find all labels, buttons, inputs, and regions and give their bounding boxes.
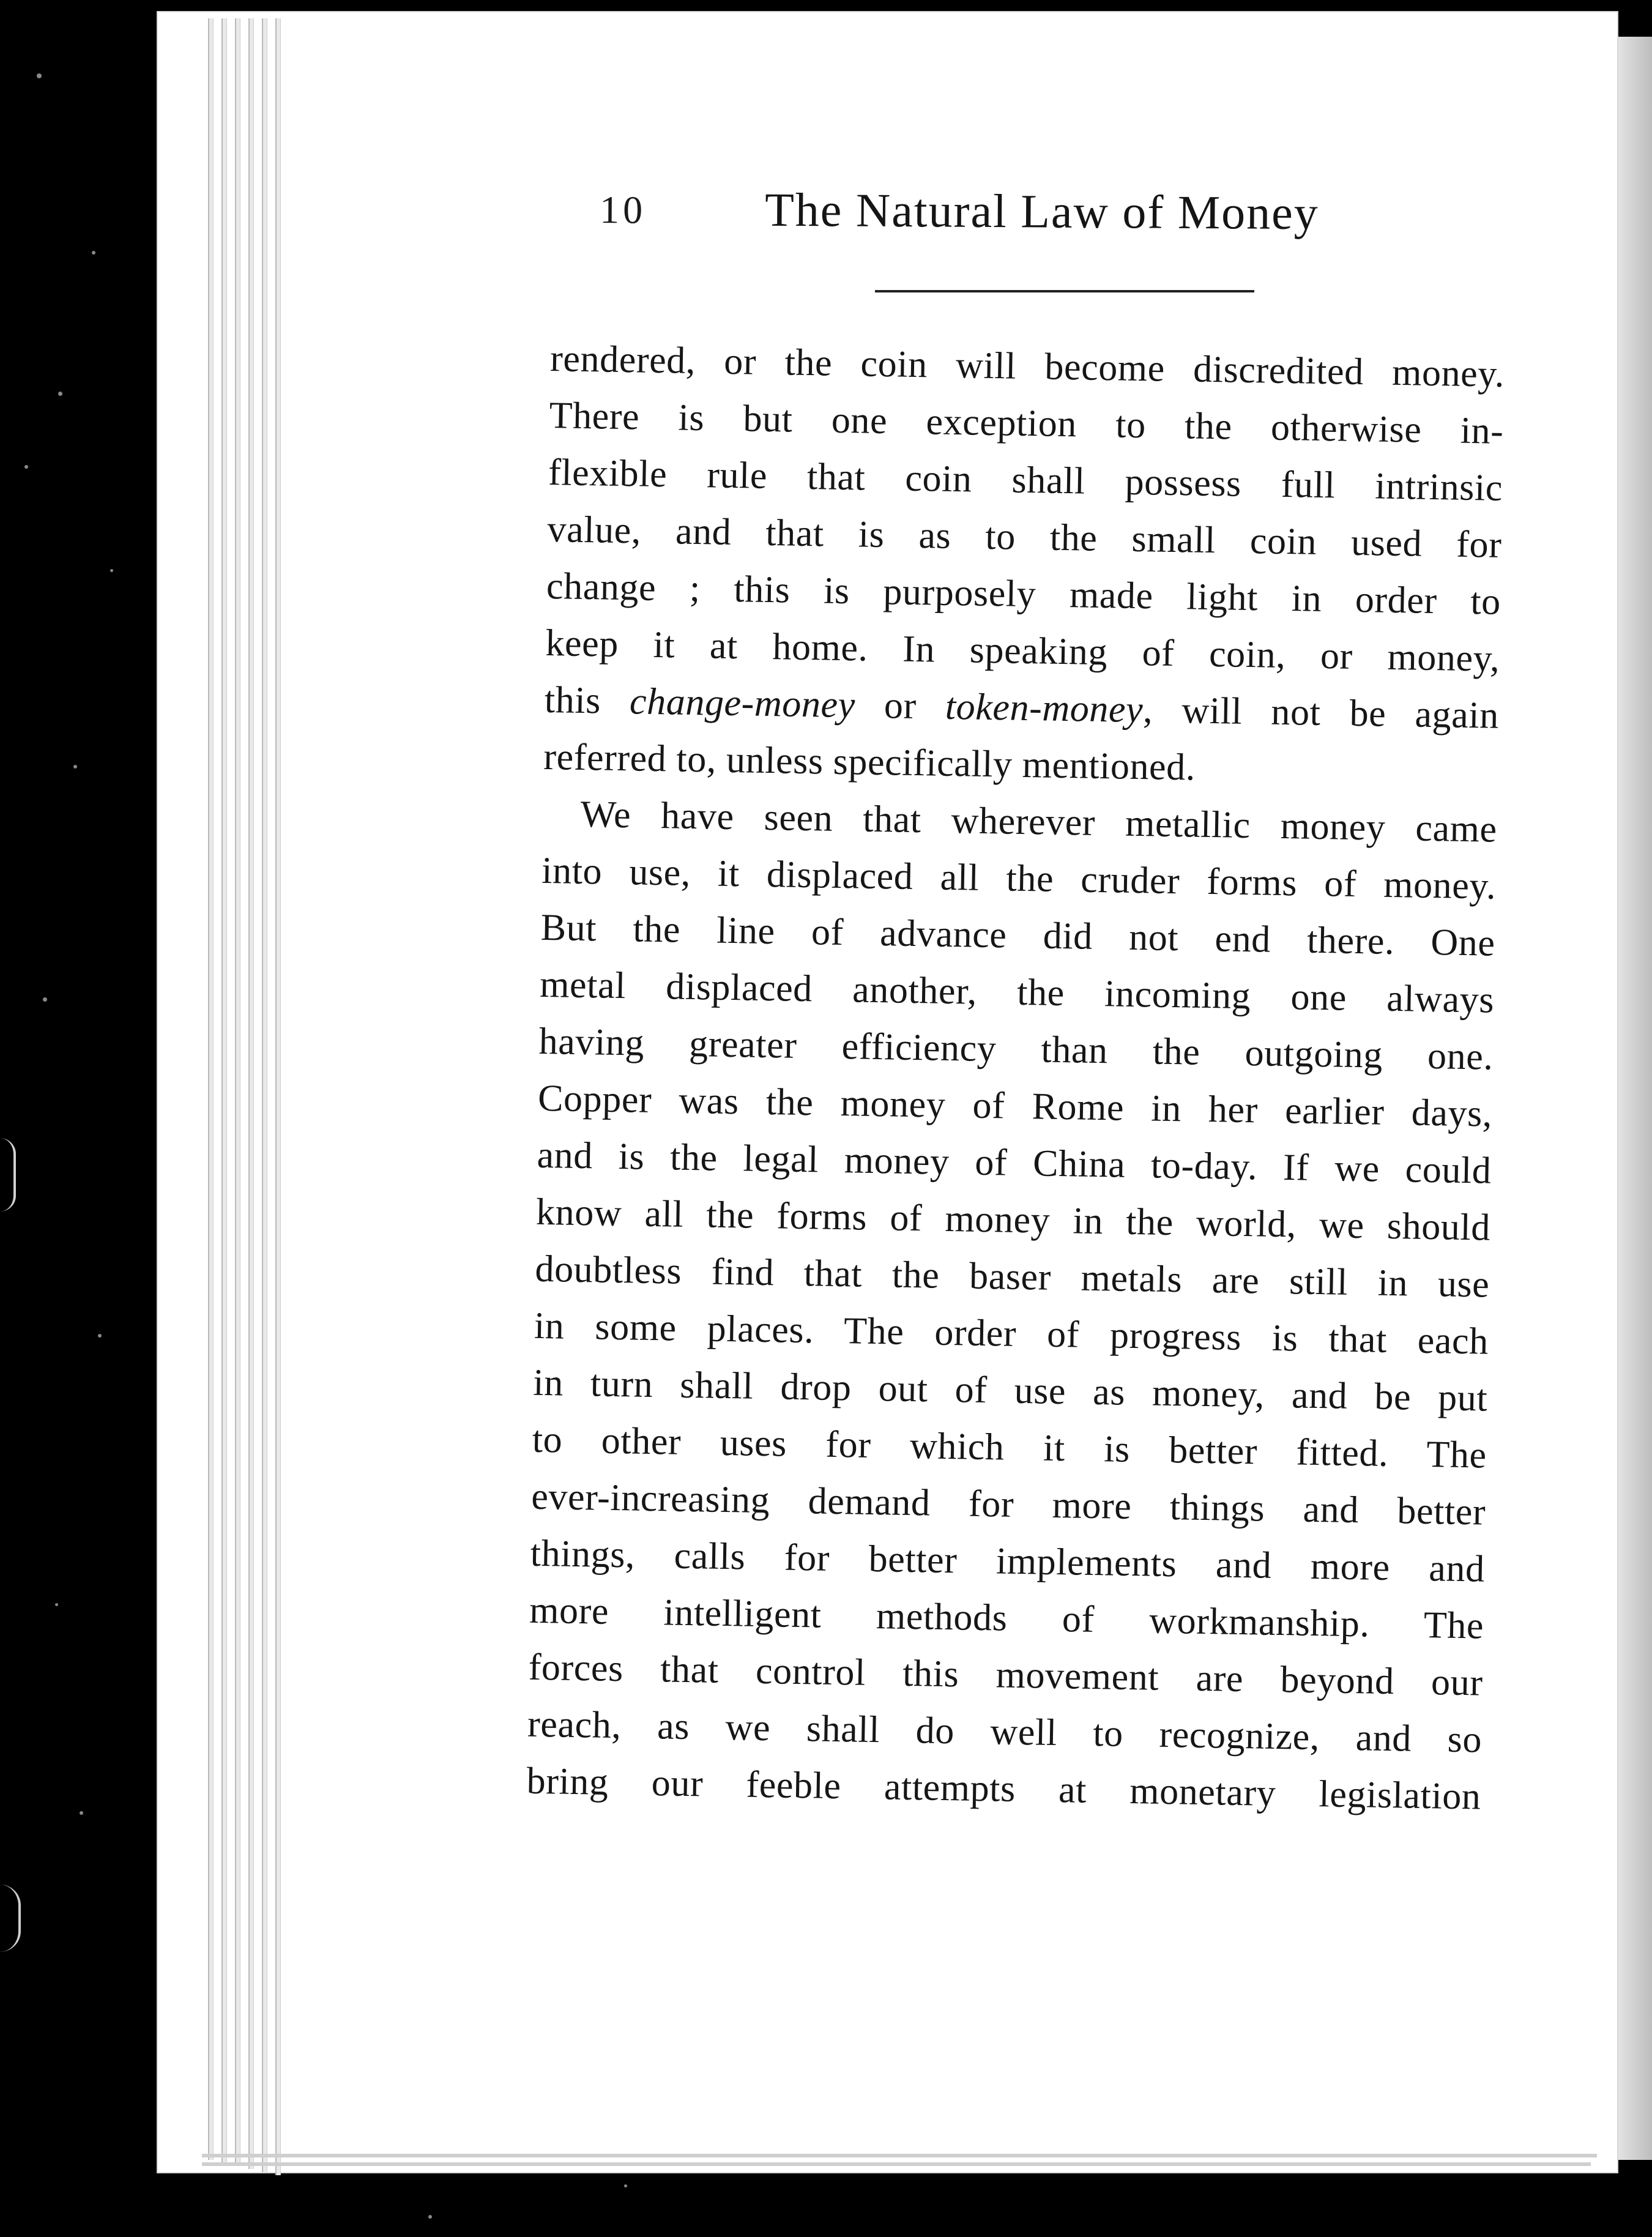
text-line: There is but one exception to the otherwise in-: [549, 394, 1505, 452]
scan-speck: [428, 2215, 432, 2219]
running-head: [593, 181, 1390, 272]
scan-speck: [58, 392, 62, 396]
scan-speck: [43, 997, 47, 1002]
page-edge-stack: [235, 18, 240, 2166]
text-line: doubtless find that the baser metals are still in use: [535, 1248, 1490, 1306]
text-run: or: [855, 684, 946, 728]
page-number: 10: [599, 188, 647, 232]
italic-term: change-money: [629, 680, 856, 726]
text-run: this: [544, 679, 630, 723]
page-edge-stack: [262, 18, 267, 2172]
text-line: things, calls for better implements and more and: [530, 1532, 1486, 1590]
text-line: having greater efficiency than the outgoing one.: [538, 1020, 1494, 1078]
text-line: to other uses for which it is better fitted. The: [532, 1418, 1487, 1476]
body-text: [526, 330, 1505, 1826]
text-line: in some places. The order of progress is that each: [534, 1305, 1489, 1363]
scan-speck: [98, 1334, 102, 1338]
text-line: change ; this is purposely made light in order to: [546, 565, 1501, 623]
text-line: know all the forms of money in the world, we should: [535, 1191, 1491, 1249]
text-line: in turn shall drop out of use as money, and be put: [532, 1361, 1488, 1420]
text-line: reach, as we shall do well to recognize, and so: [527, 1703, 1483, 1761]
scan-speck: [55, 1603, 58, 1606]
text-line: flexible rule that coin shall possess full intrinsic: [548, 451, 1503, 509]
text-line: metal displaced another, the incoming one always: [539, 963, 1495, 1021]
scan-speck: [24, 465, 28, 469]
text-run: , will not be again: [1142, 689, 1500, 737]
text-line: more intelligent methods of workmanship. The: [529, 1589, 1484, 1647]
page-edge-stack: [248, 18, 254, 2169]
page-edge-stack: [275, 18, 281, 2175]
head-rule: [875, 290, 1254, 292]
text-line: forces that control this movement are beyond our: [528, 1646, 1484, 1704]
text-line: referred to, unless specifically mentioned.: [543, 735, 1196, 789]
scan-edge-mark: [0, 1885, 21, 1952]
text-line: We have seen that wherever metallic money came: [580, 793, 1498, 851]
text-line: bring our feeble attempts at monetary legislation: [526, 1760, 1482, 1818]
page-edge-stack: [221, 18, 227, 2163]
text-line: But the line of advance did not end there. One: [540, 906, 1496, 964]
text-line: rendered, or the coin will become discredited money.: [549, 337, 1505, 395]
scan-speck: [73, 765, 77, 769]
scan-speck: [110, 569, 113, 572]
running-title: The Natural Law of Money: [764, 182, 1320, 240]
scan-speck: [624, 2184, 627, 2187]
italic-term: token-money: [945, 685, 1144, 731]
page-edge-stack: [208, 18, 214, 2160]
text-line: value, and that is as to the small coin used for: [547, 508, 1502, 566]
scan-speck: [92, 251, 95, 255]
text-line: keep it at home. In speaking of coin, or money,: [545, 622, 1500, 680]
scan-speck: [80, 1811, 83, 1815]
text-line: into use, it displaced all the cruder forms of money.: [541, 849, 1497, 907]
page-right-shadow: [1615, 37, 1652, 2160]
scan-speck: [37, 73, 42, 78]
page-bottom-edge: [202, 2162, 1591, 2166]
text-line: Copper was the money of Rome in her earlier days,: [537, 1077, 1493, 1135]
text-line: and is the legal money of China to-day. If we could: [537, 1134, 1492, 1192]
page-bottom-edge: [202, 2154, 1597, 2157]
text-line: ever-increasing demand for more things and better: [530, 1475, 1486, 1533]
scan-edge-mark: [0, 1138, 16, 1212]
